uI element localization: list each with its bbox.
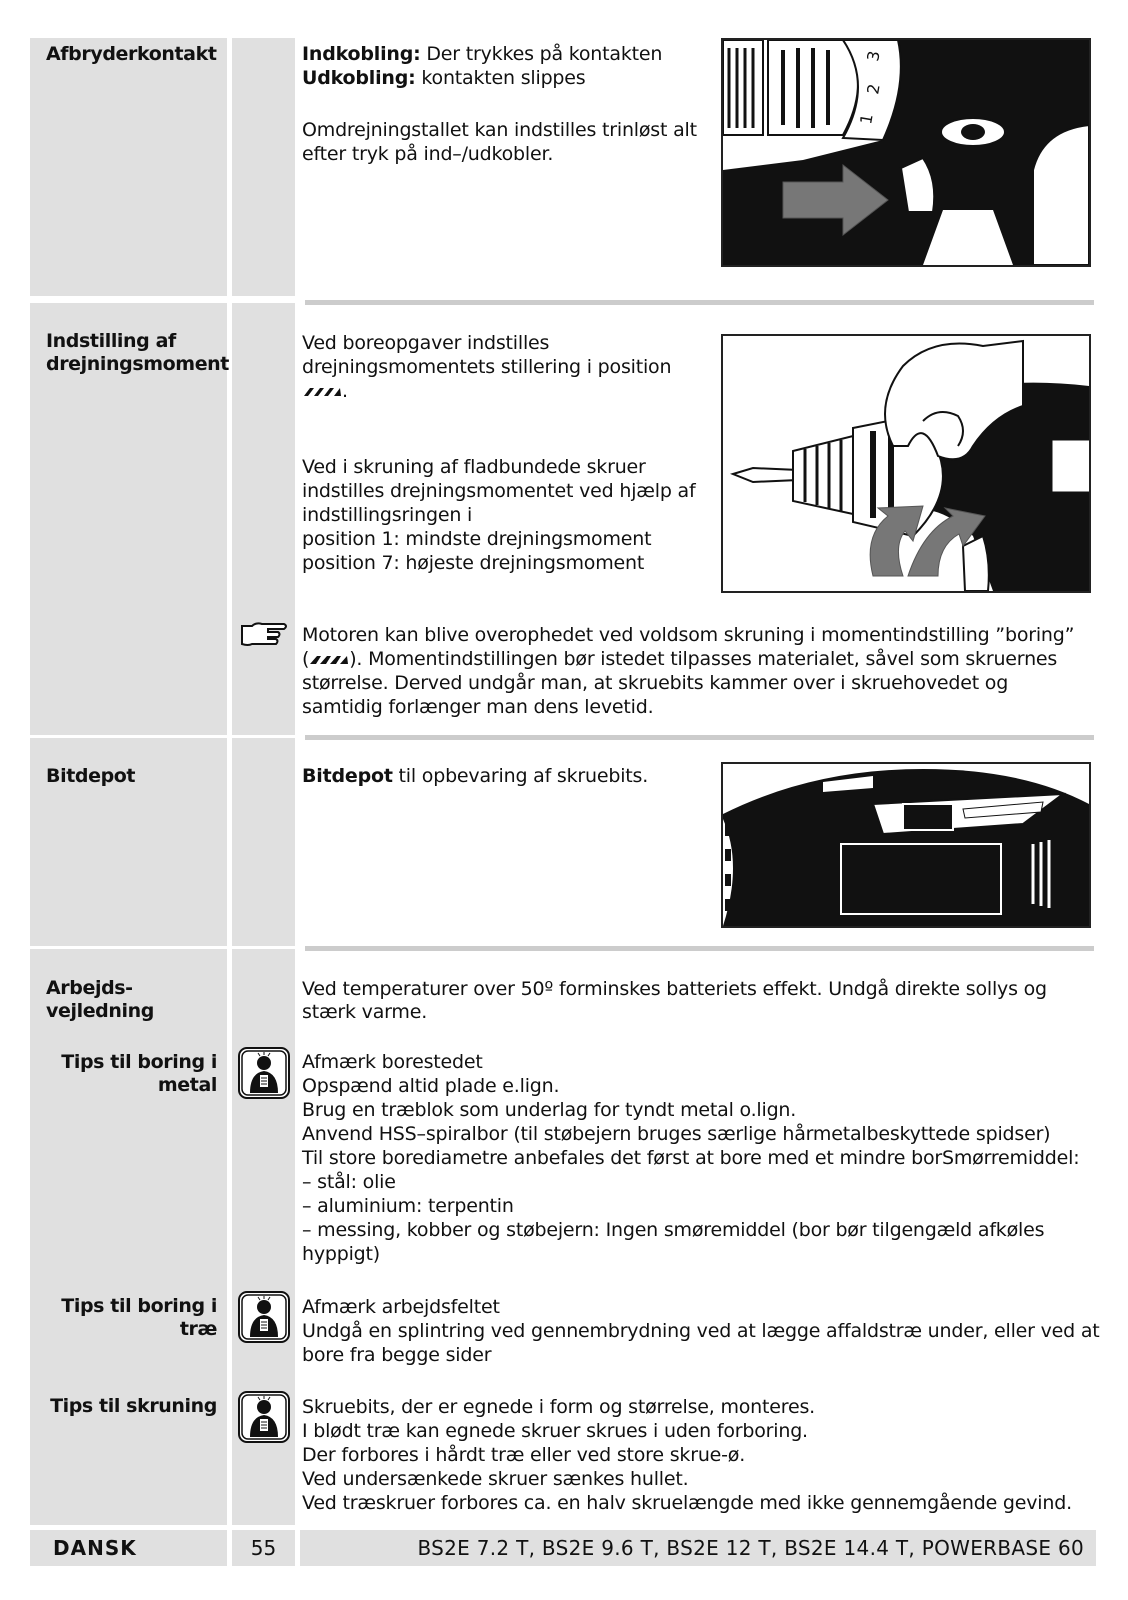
metal-line-9: hyppigt) [302, 1243, 381, 1265]
section-separator [305, 735, 1094, 740]
wood-line-1: Afmærk arbejdsfeltet [302, 1296, 500, 1318]
tip-person-icon [238, 1047, 290, 1099]
torque-p2-line4: position 1: mindste drejningsmoment [302, 528, 652, 550]
section-title-work-line2: vejledning [46, 1000, 154, 1022]
wood-line-3: bore fra begge sider [302, 1344, 492, 1366]
switch-off-line [302, 66, 585, 90]
subsection-title-metal-line1: Tips til boring i [61, 1051, 217, 1073]
screw-line-2: I blødt træ kan egnede skruer skrues i uden forboring. [302, 1420, 808, 1442]
torque-note-line4: samtidig forlænger man dens levetid. [302, 696, 654, 718]
metal-line-3: Brug en træblok som underlag for tyndt metal o.lign. [302, 1099, 797, 1121]
subsection-title-wood-line1: Tips til boring i [61, 1295, 217, 1317]
switch-on-line [302, 42, 662, 66]
drill-mode-icon [302, 386, 342, 398]
torque-p1-line2: drejningsmomentets stillering i position [302, 356, 672, 378]
screw-line-3: Der forbores i hårdt træ eller ved store skrue-ø. [302, 1444, 746, 1466]
switch-off-label: Udkobling: [302, 67, 416, 89]
tip-person-icon [238, 1291, 290, 1343]
icon-column-bitdepot [232, 738, 295, 946]
metal-line-5: Til store borediametre anbefales det først at bore med et mindre borSmørremiddel: [302, 1147, 1080, 1169]
metal-line-4: Anvend HSS–spiralbor (til støbejern bruges særlige hårmetalbeskyttede spidser) [302, 1123, 1051, 1145]
icon-column-torque [232, 303, 295, 735]
subsection-title-screw: Tips til skruning [50, 1395, 217, 1417]
torque-p1-line1: Ved boreopgaver indstilles [302, 332, 550, 354]
screw-line-4: Ved undersænkede skruer sænkes hullet. [302, 1468, 689, 1490]
bitdepot-label: Bitdepot [302, 765, 393, 787]
torque-p1-line3 [302, 379, 348, 403]
section-title-torque-line2: drejningsmoment [46, 353, 229, 375]
figure-bit-depot [721, 762, 1091, 928]
metal-line-1: Afmærk borestedet [302, 1051, 483, 1073]
subsection-title-wood-line2: træ [179, 1318, 217, 1340]
switch-speed-line1: Omdrejningstallet kan indstilles trinløst alt [302, 119, 697, 141]
switch-on-label: Indkobling: [302, 43, 421, 65]
label-column-switch [30, 38, 227, 296]
icon-column-switch [232, 38, 295, 296]
metal-line-6: – stål: olie [302, 1171, 396, 1193]
dial-number-1: 1 [856, 112, 877, 126]
bitdepot-line [302, 764, 648, 788]
torque-p2-line2: indstilles drejningsmomentet ved hjælp af [302, 480, 696, 502]
torque-p2-line1: Ved i skruning af fladbundede skruer [302, 456, 646, 478]
dial-number-3: 3 [863, 49, 884, 63]
torque-note-line1: Motoren kan blive overophedet ved voldsom skruning i momentindstilling ”boring” [302, 624, 1075, 646]
section-separator [305, 946, 1094, 951]
section-title-switch: Afbryderkontakt [46, 43, 217, 65]
switch-off-text: kontakten slippes [415, 67, 586, 89]
torque-note-line3: størrelse. Derved undgår man, at skruebits kammer over i skruehovedet og [302, 672, 1009, 694]
torque-p2-line3: indstillingsringen i [302, 504, 473, 526]
footer-language: DANSK [30, 1530, 227, 1566]
dial-number-2: 2 [863, 82, 884, 96]
torque-p2-line5: position 7: højeste drejningsmoment [302, 552, 645, 574]
switch-speed-line2: efter tryk på ind–/udkobler. [302, 143, 554, 165]
drill-mode-icon [309, 654, 349, 666]
torque-note-open: ( [302, 648, 310, 670]
section-separator [305, 300, 1094, 305]
figure-trigger-switch [721, 38, 1091, 267]
work-temp-line1: Ved temperaturer over 50º forminskes batteriets effekt. Undgå direkte sollys og [302, 978, 1047, 1000]
tip-person-icon [238, 1391, 290, 1443]
work-temp-line2: stærk varme. [302, 1001, 428, 1023]
footer-page-number: 55 [232, 1530, 295, 1566]
section-title-work-line1: Arbejds- [46, 977, 133, 999]
label-column-work [30, 949, 227, 1525]
subsection-title-metal-line2: metal [157, 1074, 217, 1096]
torque-note-rest: ). Momentindstillingen bør istedet tilpasses materialet, såvel som skruernes [349, 648, 1058, 670]
hand-pointer-icon [238, 620, 290, 650]
section-title-torque-line1: Indstilling af [46, 330, 176, 352]
metal-line-2: Opspænd altid plade e.lign. [302, 1075, 560, 1097]
footer-models: BS2E 7.2 T, BS2E 9.6 T, BS2E 12 T, BS2E 14.4 T, POWERBASE 60 [300, 1530, 1096, 1566]
screw-line-1: Skruebits, der er egnede i form og størrelse, monteres. [302, 1396, 815, 1418]
figure-torque-ring [721, 334, 1091, 593]
metal-line-8: – messing, kobber og støbejern: Ingen smøremiddel (bor bør tilgengæld afkøles [302, 1219, 1045, 1241]
section-title-bitdepot: Bitdepot [46, 765, 136, 787]
bitdepot-text: til opbevaring af skruebits. [392, 765, 649, 787]
metal-line-7: – aluminium: terpentin [302, 1195, 514, 1217]
screw-line-5: Ved træskruer forbores ca. en halv skruelængde med ikke gennemgående gevind. [302, 1492, 1072, 1514]
wood-line-2: Undgå en splintring ved gennembrydning ved at lægge affaldstræ under, eller ved at [302, 1320, 1100, 1342]
torque-p1-end: . [342, 380, 348, 402]
switch-on-text: Der trykkes på kontakten [420, 43, 663, 65]
torque-note-line2 [302, 647, 1057, 671]
